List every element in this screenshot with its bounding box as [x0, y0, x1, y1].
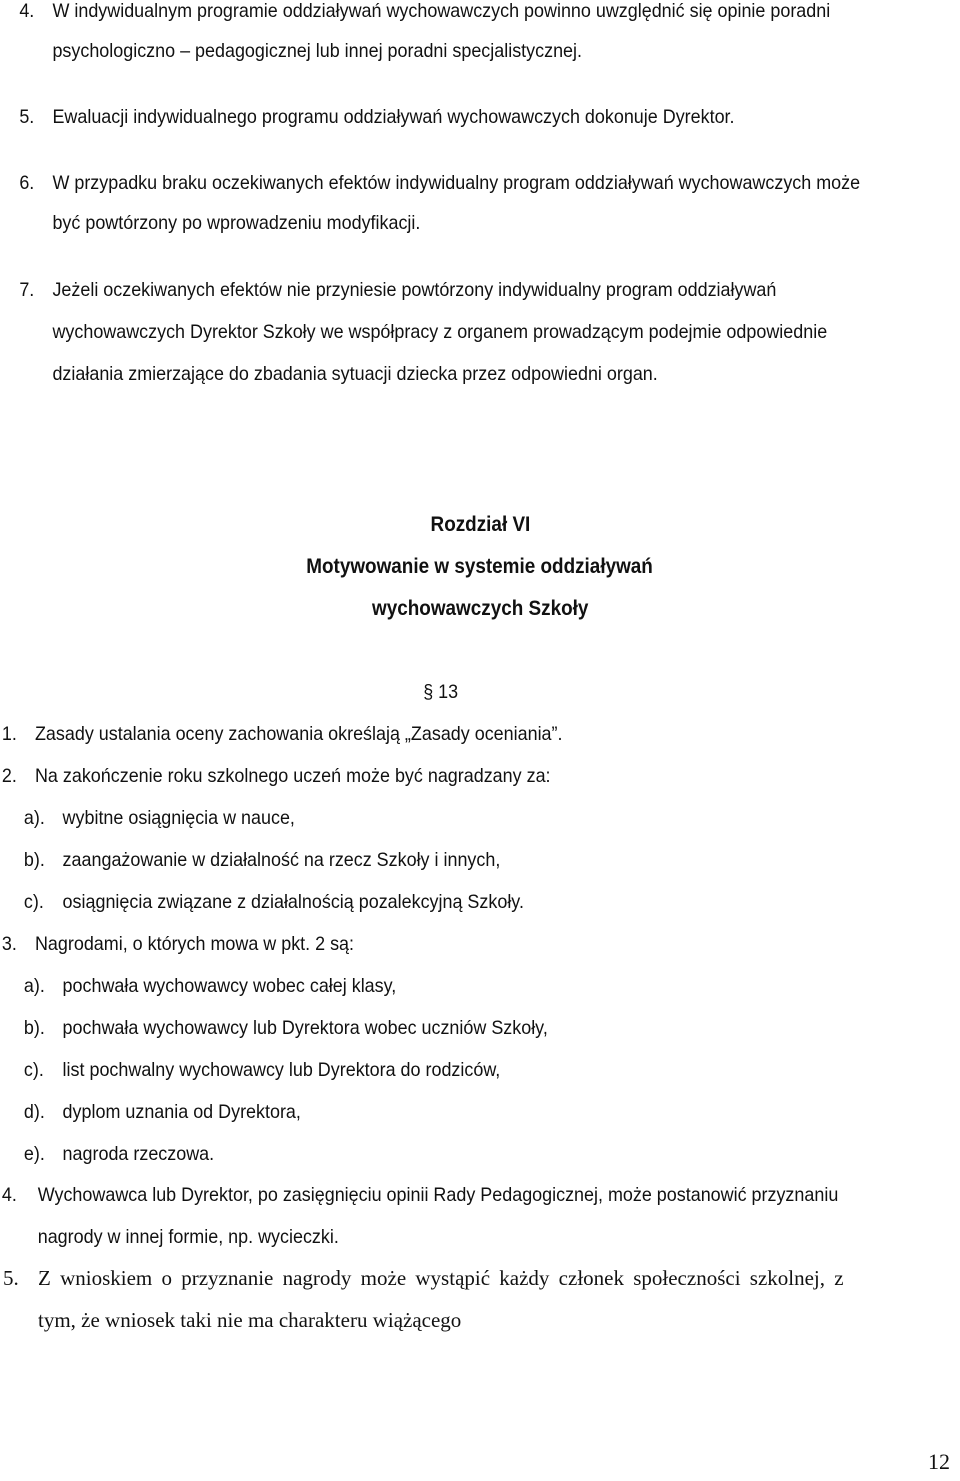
list-text: Wychowawca lub Dyrektor, po zasięgnięciu opinii Rady Pedagogicznej, może postanowić przyznaniu — [37, 1184, 839, 1206]
list-text: pochwała wychowawcy lub Dyrektora wobec uczniów Szkoły, — [62, 1017, 548, 1039]
list-text: Z wnioskiem o przyznanie nagrody może wystąpić każdy członek społeczności szkolnej, z — [38, 1266, 844, 1290]
list-number: 2. — [1, 765, 17, 787]
chapter-subtitle-text: Motywowanie w systemie oddziaływań — [306, 555, 654, 578]
list-letter: c). — [23, 1059, 44, 1081]
item-text-line: Ewaluacji indywidualnego programu oddziaływań wychowawczych dokonuje Dyrektor. — [52, 106, 735, 128]
list-letter: a). — [23, 807, 45, 829]
item-text-line: W indywidualnym programie oddziaływań wychowawczych powinno uwzględnić się opinie poradni — [52, 0, 831, 22]
chapter-subtitle-text: wychowawczych Szkoły — [371, 597, 589, 620]
item-text-line: działania zmierzające do zbadania sytuacji dziecka przez odpowiedni organ. — [52, 363, 658, 385]
list-text: dyplom uznania od Dyrektora, — [62, 1101, 301, 1123]
list-number: 1. — [1, 723, 17, 745]
list-text: nagrody w innej formie, np. wycieczki. — [37, 1226, 339, 1248]
item-text-line: być powtórzony po wprowadzeniu modyfikacji. — [52, 212, 421, 234]
list-text: pochwała wychowawcy wobec całej klasy, — [62, 975, 397, 997]
list-text: nagroda rzeczowa. — [62, 1143, 215, 1165]
list-letter: b). — [23, 1017, 45, 1039]
chapter-title — [0, 513, 960, 537]
item-text-line: Jeżeli oczekiwanych efektów nie przyniesie powtórzony indywidualny program oddziaływań — [52, 279, 777, 301]
list-letter: c). — [23, 891, 44, 913]
list-text: list pochwalny wychowawcy lub Dyrektora do rodziców, — [62, 1059, 501, 1081]
item-number: 7. — [19, 279, 35, 301]
list-text: tym, że wniosek taki nie ma charakteru wiążącego — [38, 1308, 462, 1332]
list-number: 4. — [1, 1184, 17, 1206]
chapter-title-text: Rozdział VI — [430, 513, 530, 536]
chapter-subtitle-line-2 — [0, 597, 960, 621]
item-number: 6. — [19, 172, 35, 194]
list-text: Nagrodami, o których mowa w pkt. 2 są: — [34, 933, 355, 955]
page-number: 12 — [928, 1449, 950, 1474]
item-text-line: wychowawczych Dyrektor Szkoły we współpracy z organem prowadzącym podejmie odpowiednie — [52, 321, 828, 343]
section-number: § 13 — [423, 681, 459, 703]
list-letter: a). — [23, 975, 45, 997]
item-text-line: W przypadku braku oczekiwanych efektów indywidualny program oddziaływań wychowawczych może — [52, 172, 861, 194]
list-text: zaangażowanie w działalność na rzecz Szkoły i innych, — [62, 849, 501, 871]
list-letter: d). — [23, 1101, 45, 1123]
list-letter: e). — [23, 1143, 45, 1165]
list-text: Zasady ustalania oceny zachowania określają „Zasady oceniania”. — [34, 723, 563, 745]
item-number: 4. — [19, 0, 35, 22]
list-number: 3. — [1, 933, 17, 955]
list-letter: b). — [23, 849, 45, 871]
item-number: 5. — [19, 106, 35, 128]
chapter-subtitle-line-1 — [0, 555, 960, 579]
item-text-line: psychologiczno – pedagogicznej lub innej poradni specjalistycznej. — [52, 40, 583, 62]
list-text: Na zakończenie roku szkolnego uczeń może być nagradzany za: — [34, 765, 551, 787]
list-text: osiągnięcia związane z działalnością pozalekcyjną Szkoły. — [62, 891, 524, 913]
list-text: wybitne osiągnięcia w nauce, — [62, 807, 295, 829]
list-number: 5. — [3, 1266, 19, 1290]
